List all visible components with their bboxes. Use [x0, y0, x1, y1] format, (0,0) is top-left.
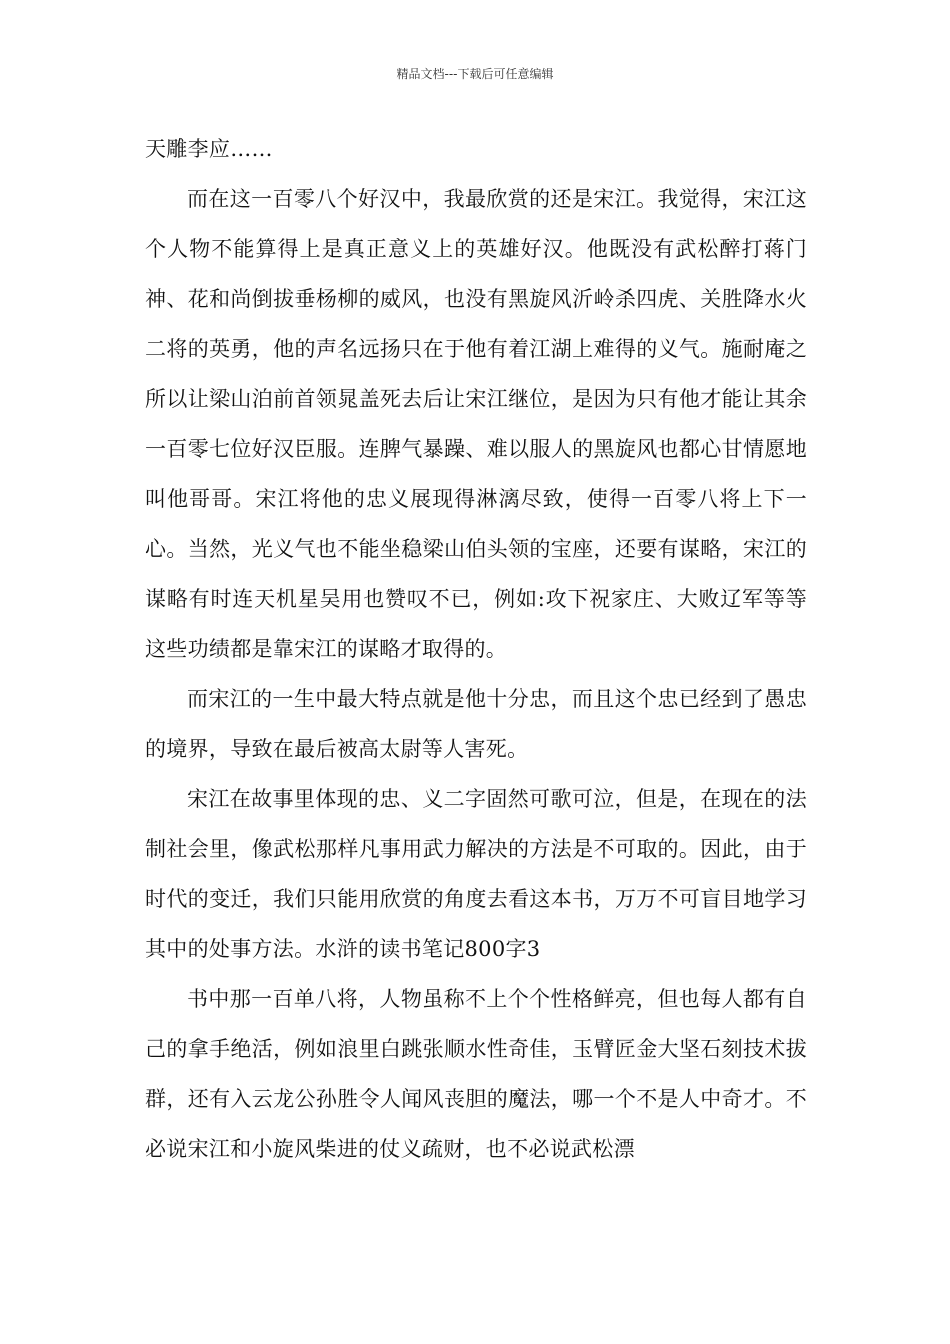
- paragraph: 宋江在故事里体现的忠、义二字固然可歌可泣，但是，在现在的法制社会里，像武松那样凡事用武力解决的方法是不可取的。因此，由于时代的变迁，我们只能用欣赏的角度去看这本书，万万不可盲目地学习其中的处事方法。水浒的读书笔记800字3: [145, 787, 807, 961]
- document-body: [145, 124, 807, 1174]
- paragraph: 而在这一百零八个好汉中，我最欣赏的还是宋江。我觉得，宋江这个人物不能算得上是真正意义上的英雄好汉。他既没有武松醉打蒋门神、花和尚倒拔垂杨柳的威风，也没有黑旋风沂岭杀四虎、关胜降水火二将的英勇，他的声名远扬只在于他有着江湖上难得的义气。施耐庵之所以让梁山泊前首领晁盖死去后让宋江继位，是因为只有他才能让其余一百零七位好汉臣服。连脾气暴躁、难以服人的黑旋风也都心甘情愿地叫他哥哥。宋江将他的忠义展现得淋漓尽致，使得一百零八将上下一心。当然，光义气也不能坐稳梁山伯头领的宝座，还要有谋略，宋江的谋略有时连天机星吴用也赞叹不已，例如:攻下祝家庄、大败辽军等等这些功绩都是靠宋江的谋略才取得的。: [145, 187, 807, 661]
- page-header: 精品文档---下载后可任意编辑: [396, 67, 554, 81]
- paragraph: 而宋江的一生中最大特点就是他十分忠，而且这个忠已经到了愚忠的境界，导致在最后被高太尉等人害死。: [145, 687, 807, 761]
- paragraph-continuation: 天雕李应……: [145, 137, 273, 161]
- paragraph: 书中那一百单八将，人物虽称不上个个性格鲜亮，但也每人都有自己的拿手绝活，例如浪里白跳张顺水性奇佳，玉臂匠金大坚石刻技术拔群，还有入云龙公孙胜令人闻风丧胆的魔法，哪一个不是人中奇才。不必说宋江和小旋风柴进的仗义疏财，也不必说武松漂: [145, 987, 807, 1161]
